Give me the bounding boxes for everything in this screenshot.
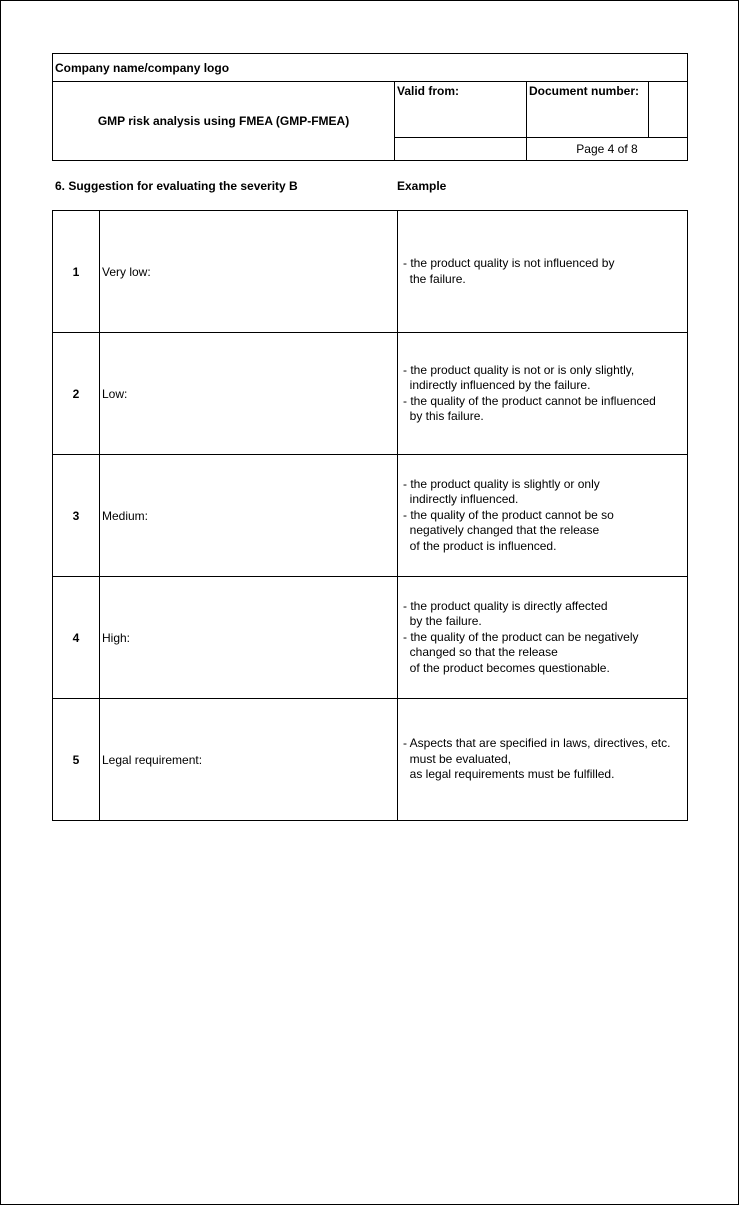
- document-number-value-cell: [649, 82, 687, 138]
- severity-example: [398, 699, 688, 821]
- severity-number: 3: [53, 455, 100, 577]
- example-line: changed so that the release: [403, 645, 558, 660]
- severity-example: [398, 333, 688, 455]
- severity-table: [52, 210, 688, 821]
- table-row: [53, 333, 688, 455]
- document-number-label: Document number:: [527, 82, 649, 138]
- example-line: - the quality of the product can be negatively: [403, 629, 639, 644]
- severity-example: [398, 211, 688, 333]
- example-line: the failure.: [403, 271, 466, 286]
- example-line: - the product quality is directly affected: [403, 598, 608, 613]
- severity-label: High:: [100, 577, 398, 699]
- severity-number: 2: [53, 333, 100, 455]
- example-line: must be evaluated,: [403, 751, 512, 766]
- severity-label: Low:: [100, 333, 398, 455]
- company-name-cell: Company name/company logo: [53, 54, 687, 82]
- example-line: indirectly influenced.: [403, 492, 519, 507]
- severity-label: Legal requirement:: [100, 699, 398, 821]
- example-line: of the product becomes questionable.: [403, 660, 610, 675]
- example-heading: Example: [397, 179, 447, 193]
- table-row: [53, 577, 688, 699]
- example-line: as legal requirements must be fulfilled.: [403, 767, 615, 782]
- example-line: - the product quality is not influenced by: [403, 256, 615, 270]
- severity-example: [398, 455, 688, 577]
- severity-example: [398, 577, 688, 699]
- example-line: negatively changed that the release: [403, 523, 600, 538]
- example-line: - the quality of the product cannot be influenced: [403, 393, 656, 408]
- severity-label: Very low:: [100, 211, 398, 333]
- valid-from-value-cell: [395, 138, 527, 160]
- table-row: [53, 211, 688, 333]
- valid-from-label: Valid from:: [395, 82, 527, 138]
- section-heading: 6. Suggestion for evaluating the severity B: [55, 179, 298, 193]
- severity-number: 5: [53, 699, 100, 821]
- table-row: [53, 699, 688, 821]
- example-line: - the product quality is slightly or only: [403, 476, 600, 491]
- example-line: of the product is influenced.: [403, 538, 557, 553]
- severity-label: Medium:: [100, 455, 398, 577]
- severity-number: 4: [53, 577, 100, 699]
- example-line: - the quality of the product cannot be so: [403, 507, 614, 522]
- example-line: - Aspects that are specified in laws, directives, etc.: [403, 736, 671, 751]
- example-line: by this failure.: [403, 409, 484, 423]
- document-title: [53, 82, 395, 160]
- page-indicator: Page 4 of 8: [576, 142, 638, 156]
- table-row: [53, 455, 688, 577]
- severity-number: 1: [53, 211, 100, 333]
- example-line: - the product quality is not or is only slightly,: [403, 362, 635, 377]
- example-line: by the failure.: [403, 614, 482, 629]
- example-line: indirectly influenced by the failure.: [403, 378, 591, 392]
- document-header: [52, 53, 688, 161]
- document-title-text: GMP risk analysis using FMEA (GMP-FMEA): [97, 114, 350, 128]
